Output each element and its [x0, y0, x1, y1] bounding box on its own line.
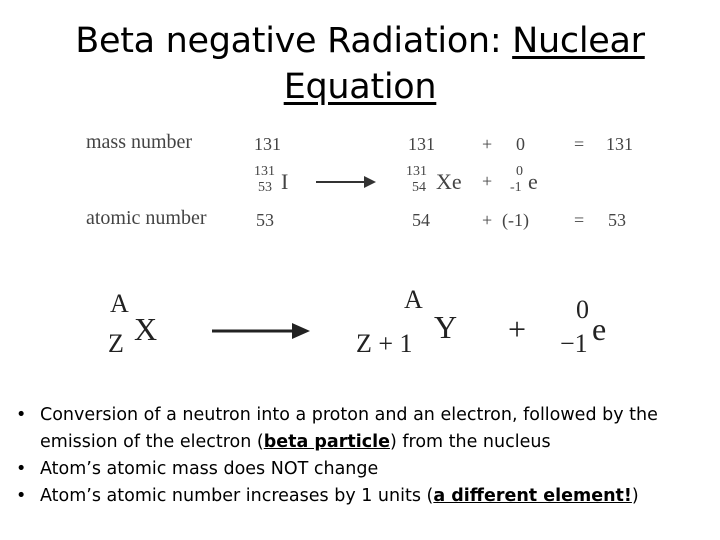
- bullet-text: ): [631, 486, 639, 506]
- product-atomic-subscript: Z + 1: [356, 329, 413, 358]
- electron-atomic-subscript: −1: [560, 329, 588, 358]
- reactant-atomic-value: 53: [256, 210, 274, 230]
- iodine-symbol: I: [281, 169, 289, 194]
- equals-sign: =: [574, 210, 585, 230]
- bullet-list: [14, 402, 714, 510]
- plus-sign: +: [482, 210, 493, 230]
- key-term: a different element!: [433, 486, 632, 506]
- reaction-arrow-icon: [316, 173, 376, 191]
- electron-atomic-value: (-1): [502, 210, 529, 230]
- slide-title: [0, 18, 720, 110]
- bullet-text: Conversion of a neutron into a proton and an electron, followed by the emission of the electron (: [40, 405, 658, 452]
- electron-atomic-subscript: -1: [510, 180, 522, 195]
- product-mass-value: 131: [408, 134, 435, 154]
- reactant-atomic-subscript: Z: [108, 329, 124, 358]
- product-mass-superscript: A: [404, 285, 423, 314]
- bullet-text: ) from the nucleus: [389, 432, 551, 452]
- reaction-arrow-icon: [212, 321, 310, 341]
- reactant-mass-value: 131: [254, 134, 281, 154]
- equals-sign: =: [574, 134, 585, 154]
- electron-mass-superscript: 0: [576, 295, 589, 324]
- electron-symbol: e: [528, 169, 538, 194]
- xenon-mass-superscript: 131: [406, 164, 427, 179]
- xenon-atomic-subscript: 54: [412, 180, 426, 195]
- reactant-symbol: X: [134, 311, 158, 347]
- plus-sign: +: [482, 134, 493, 154]
- bullet-item: [14, 456, 714, 483]
- atomic-total: 53: [608, 210, 626, 230]
- electron-mass-superscript: 0: [516, 164, 523, 179]
- title-text: Beta negative Radiation:: [75, 21, 513, 61]
- electron-symbol: e: [592, 311, 607, 347]
- mass-number-label: mass number: [86, 131, 193, 153]
- bullet-item: [14, 402, 714, 456]
- plus-sign: +: [482, 171, 493, 191]
- title-underlined-word-2: Equation: [283, 67, 437, 107]
- bullet-text: Atom’s atomic mass does NOT change: [40, 459, 379, 479]
- xenon-symbol: Xe: [436, 169, 462, 194]
- product-symbol: Y: [434, 309, 458, 345]
- product-atomic-value: 54: [412, 210, 430, 230]
- example-equation: [0, 125, 720, 240]
- key-term: beta particle: [263, 432, 390, 452]
- general-equation: [0, 285, 720, 365]
- plus-sign: +: [508, 311, 527, 347]
- title-underlined-word: Nuclear: [512, 21, 645, 61]
- iodine-mass-superscript: 131: [254, 164, 275, 179]
- atomic-number-label: atomic number: [86, 207, 207, 229]
- bullet-item: [14, 483, 714, 510]
- bullet-text: Atom’s atomic number increases by 1 units (: [40, 486, 434, 506]
- reactant-mass-superscript: A: [110, 289, 129, 318]
- mass-total: 131: [606, 134, 633, 154]
- electron-mass-value: 0: [516, 134, 525, 154]
- iodine-atomic-subscript: 53: [258, 180, 272, 195]
